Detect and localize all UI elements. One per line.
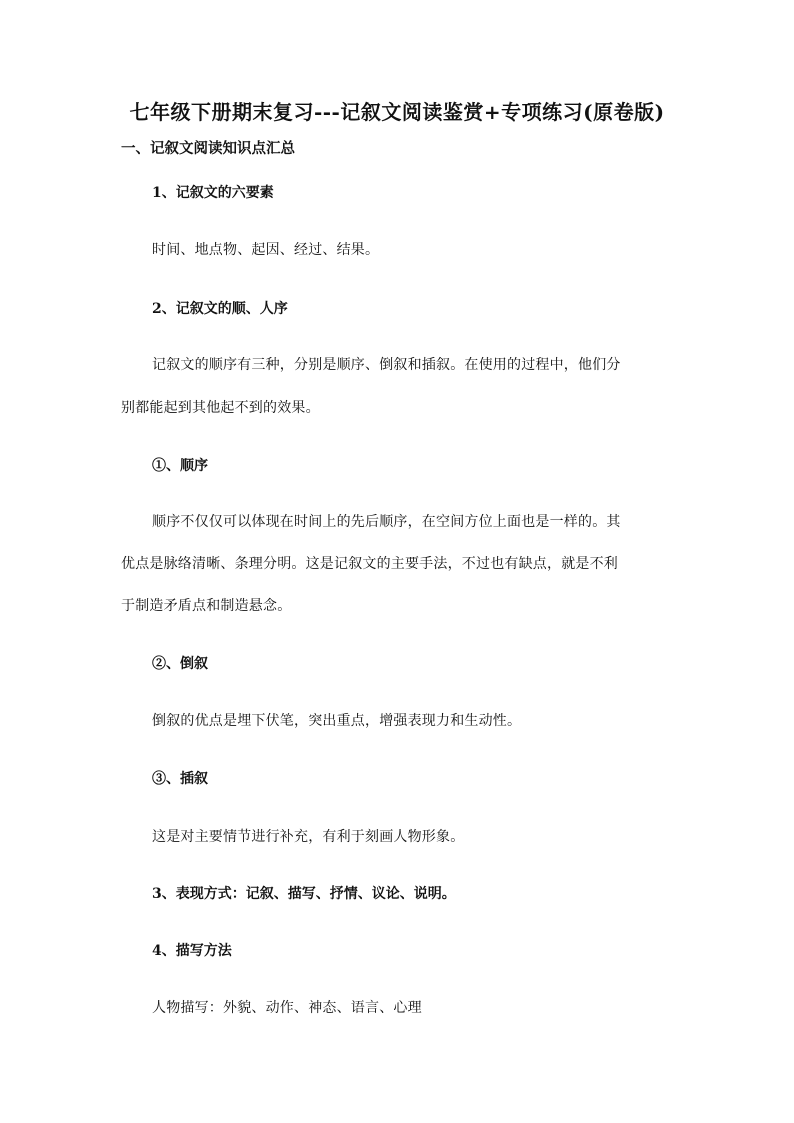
- paragraph-sequential-line1: 顺序不仅仅可以体现在时间上的先后顺序，在空间方位上面也是一样的。其: [152, 514, 621, 530]
- heading-sequential-order: ①、顺序: [152, 458, 208, 474]
- heading-description-methods: 4、描写方法: [152, 943, 232, 959]
- paragraph-flashback: 倒叙的优点是埋下伏笔，突出重点，增强表现力和生动性。: [152, 713, 522, 729]
- paragraph-narrative-order-line2: 别都能起到其他起不到的效果。: [121, 400, 320, 416]
- heading-narrative-order: 2、记叙文的顺、人序: [152, 301, 288, 317]
- paragraph-narrative-order-line1: 记叙文的顺序有三种，分别是顺序、倒叙和插叙。在使用的过程中，他们分: [152, 357, 621, 373]
- heading-expression-methods: 3、表现方式：记叙、描写、抒情、议论、说明。: [152, 886, 456, 902]
- document-title: 七年级下册期末复习---记叙文阅读鉴赏+专项练习(原卷版): [129, 100, 665, 124]
- paragraph-interpolation: 这是对主要情节进行补充，有利于刻画人物形象。: [152, 829, 465, 845]
- heading-six-elements: 1、记叙文的六要素: [152, 185, 274, 201]
- paragraph-sequential-line2: 优点是脉络清晰、条理分明。这是记叙文的主要手法，不过也有缺点，就是不利: [121, 556, 618, 572]
- heading-flashback: ②、倒叙: [152, 656, 208, 672]
- heading-interpolation: ③、插叙: [152, 771, 208, 787]
- paragraph-character-description: 人物描写：外貌、动作、神态、语言、心理: [152, 1000, 422, 1016]
- paragraph-sequential-line3: 于制造矛盾点和制造悬念。: [121, 598, 292, 614]
- section-heading-knowledge-summary: 一、记叙文阅读知识点汇总: [121, 140, 295, 157]
- paragraph-six-elements: 时间、地点物、起因、经过、结果。: [152, 242, 380, 258]
